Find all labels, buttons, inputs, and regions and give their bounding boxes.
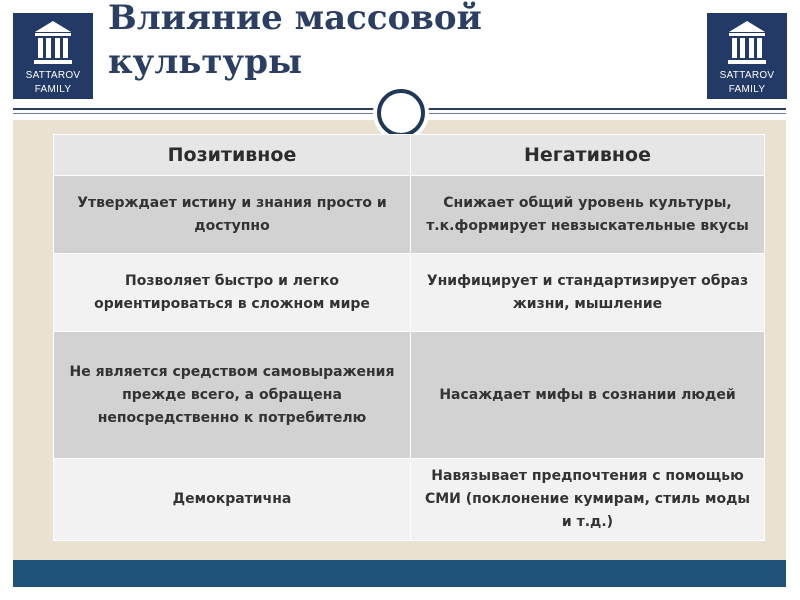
positive-cell: Демократична — [54, 459, 411, 541]
logo-left — [13, 13, 93, 99]
logo-left-text-2: FAMILY — [34, 84, 72, 95]
header-positive: Позитивное — [54, 135, 411, 176]
table-row — [54, 459, 765, 541]
logo-right — [707, 13, 787, 99]
slide-title-line-2: культуры — [108, 42, 303, 82]
table-header-row — [54, 135, 765, 176]
columns-building-icon — [31, 19, 75, 67]
positive-cell: Утверждает истину и знания просто и доступно — [54, 176, 411, 254]
header-negative: Негативное — [411, 135, 765, 176]
negative-cell: Снижает общий уровень культуры, т.к.формирует невзыскательные вкусы — [411, 176, 765, 254]
table-row — [54, 254, 765, 332]
slide-title-line-1: Влияние массовой — [108, 0, 482, 38]
ring-ornament-icon — [377, 89, 425, 137]
footer-bar — [13, 560, 786, 587]
slide-title — [108, 0, 668, 84]
table-row — [54, 176, 765, 254]
columns-building-icon — [725, 19, 769, 67]
positive-cell: Позволяет быстро и легко ориентироваться в сложном мире — [54, 254, 411, 332]
positive-cell: Не является средством самовыражения прежде всего, а обращена непосредственно к потребителю — [54, 332, 411, 459]
logo-right-text-2: FAMILY — [728, 84, 766, 95]
negative-cell: Унифицирует и стандартизирует образ жизни, мышление — [411, 254, 765, 332]
table-row — [54, 332, 765, 459]
logo-left-text-1: SATTAROV — [25, 70, 81, 81]
comparison-table — [53, 134, 765, 541]
negative-cell: Навязывает предпочтения с помощью СМИ (поклонение кумирам, стиль моды и т.д.) — [411, 459, 765, 541]
negative-cell: Насаждает мифы в сознании людей — [411, 332, 765, 459]
logo-right-text-1: SATTAROV — [719, 70, 775, 81]
